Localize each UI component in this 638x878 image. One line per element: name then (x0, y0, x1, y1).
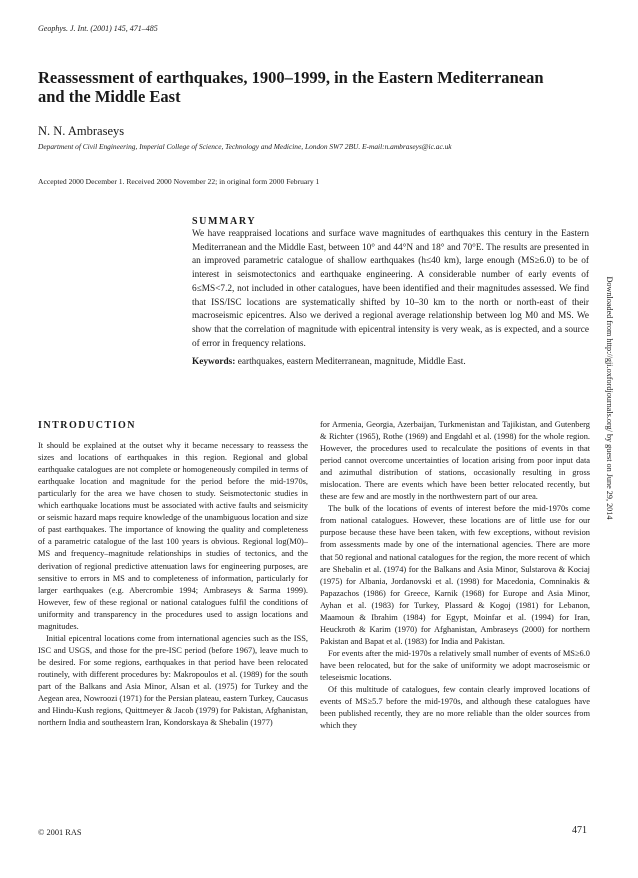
right-column (320, 419, 590, 732)
body-paragraph: The bulk of the locations of events of interest before the mid-1970s come from national catalogues. However, these locations are of little use for our purpose because these have been taken, with few exceptions, without revision from assessments made by one of the international agencies. There are more that 50 regional and national catalogues for the region, the more recent of which are Shebalin et al. (1974) for the Balkans and Asia Minor, Sulstarova & Kociaj (1975) for Albania, Jordanovski et al. (1998) for Macedonia, Comninakis & Papazachos (1986) for Greece, Karnik (1968) for Europe and Asia Minor, Ayhan et al. (1983) for Turkey, Plassard & Kogoj (1981) for Lebanon, Maamoun & Ibrahim (1984) for Egypt, Moinfar et al. (1994) for Iran, Heuckroth & Karim (1970) for Afghanistan, Ambraseys (2000) for northern Pakistan and Bapat et al. (1983) for India and Pakistan. (320, 504, 590, 646)
left-column (38, 420, 308, 729)
download-watermark: Downloaded from http://gji.oxfordjournals.org/ by guest on June 29, 2014 (605, 276, 614, 520)
paper-title: Reassessment of earthquakes, 1900–1999, in the Eastern Mediterranean and the Middle East (38, 68, 544, 106)
summary-heading: SUMMARY (192, 216, 257, 227)
body-paragraph: Of this multitude of catalogues, few contain clearly improved locations of events of MS≥5.7 before the mid-1970s, and although these catalogues have been published recently, they are no more reliable than the older sources from which they (320, 685, 590, 731)
keywords-list: earthquakes, eastern Mediterranean, magnitude, Middle East. (237, 357, 466, 368)
running-head: Geophys. J. Int. (2001) 145, 471–485 (38, 24, 158, 33)
body-paragraph: It should be explained at the outset why it became necessary to reassess the sizes and locations of earthquakes in this region. Regional and global earthquake catalogues are not complete or homogeneously compiled in terms of earthquake location and magnitude for the period before the mid-1970s, particularly for the area we have chosen to study. Seismotectonic studies in which earthquake locations must be associated with active faults and seismicity or seismic hazard maps require knowledge of the unambiguous location and size of past earthquakes. The importance of knowing the quality and completeness of a parametric catalogue of the last 100 years is obvious. Regional log(M0)–MS and frequency–magnitude relationships in studies of tectonics, and the derivation of regional predictive attenuation laws for engineering purposes, are sensitive to errors in MS and to completeness of information, particularly for larger earthquakes (e.g. Abercrombie 1994; Ambraseys & Sarma 1999). However, few of these regional or national catalogues fulfil the conditions of uniformity and transparency in the procedures used to assign locations and magnitudes. (38, 441, 309, 631)
keywords (192, 356, 589, 369)
keywords-label: Keywords: (192, 357, 236, 368)
body-paragraph: For events after the mid-1970s a relatively small number of events of MS≥6.0 have been relocated, but for the sake of uniformity we adopt macroseismic or teleseismic locations. (320, 648, 590, 682)
page-number: 471 (572, 825, 587, 836)
copyright-notice: © 2001 RAS (38, 828, 82, 837)
author-list: N. N. Ambraseys (38, 124, 125, 138)
summary-body: We have reappraised locations and surface wave magnitudes of earthquakes this century in the Eastern Mediterranean and the Middle East, between 10° and 44°N and 18° and 70°E. The results are presented in an improved parametric catalogue of shallow earthquakes (h≤40 km), large enough (MS≥6.0) to be of interest in seismotectonics and earthquake engineering. A considerable number of early events of 6≤MS<7.2, not included in other catalogues, have been identified and their magnitudes assessed. We find that ISS/ISC locations are systematically shifted by 10–30 km to the north or north-east of their macroseismic epicentres. Also we derived a regional average relationship between log M0 and MS. We show that the correlation of magnitude with epicentral intensity is very weak, as is expected, and a source of error in frequency relations. (192, 229, 589, 349)
submission-dates: Accepted 2000 December 1. Received 2000 November 22; in original form 2000 February 1 (38, 177, 320, 186)
author-affiliation: Department of Civil Engineering, Imperial College of Science, Technology and Medicine, London SW7 2BU. E-mail:n.ambraseys@ic.ac.uk (38, 142, 452, 151)
body-paragraph: Initial epicentral locations come from international agencies such as the ISS, ISC and USGS, and those for the pre-ISC period (before 1967), leave much to be desired. For some regions, earthquakes in that period have been relocated routinely, with different procedures by: Makropoulos et al. (1989) for the south part of the Balkans and Asia Minor, Alsan et al. (1975) for Turkey and the Aegean area, Nowroozi (1971) for the Persian plateau, eastern Turkey, Caucasus and Hindu-Kush regions, Quittmeyer & Jacob (1979) for Pakistan, Afghanistan, northern India and southeastern Iran, Kondorskaya & Shebalin (1977) (38, 633, 308, 728)
introduction-heading: INTRODUCTION (38, 420, 137, 431)
summary-section (192, 216, 589, 369)
body-paragraph: for Armenia, Georgia, Azerbaijan, Turkmenistan and Tajikistan, and Gutenberg & Richter (1965), Rothe (1969) and Engdahl et al. (1998) for the whole region. However, the procedures used to recalculate the positions of events in that period cannot overcome uncertainties of location arising from poor input data and azimuthal distribution of stations, occasionally resulting in gross mislocation. There are events which have been better relocated recently, but these are few and are mostly in the northwestern part of our area. (320, 420, 590, 502)
